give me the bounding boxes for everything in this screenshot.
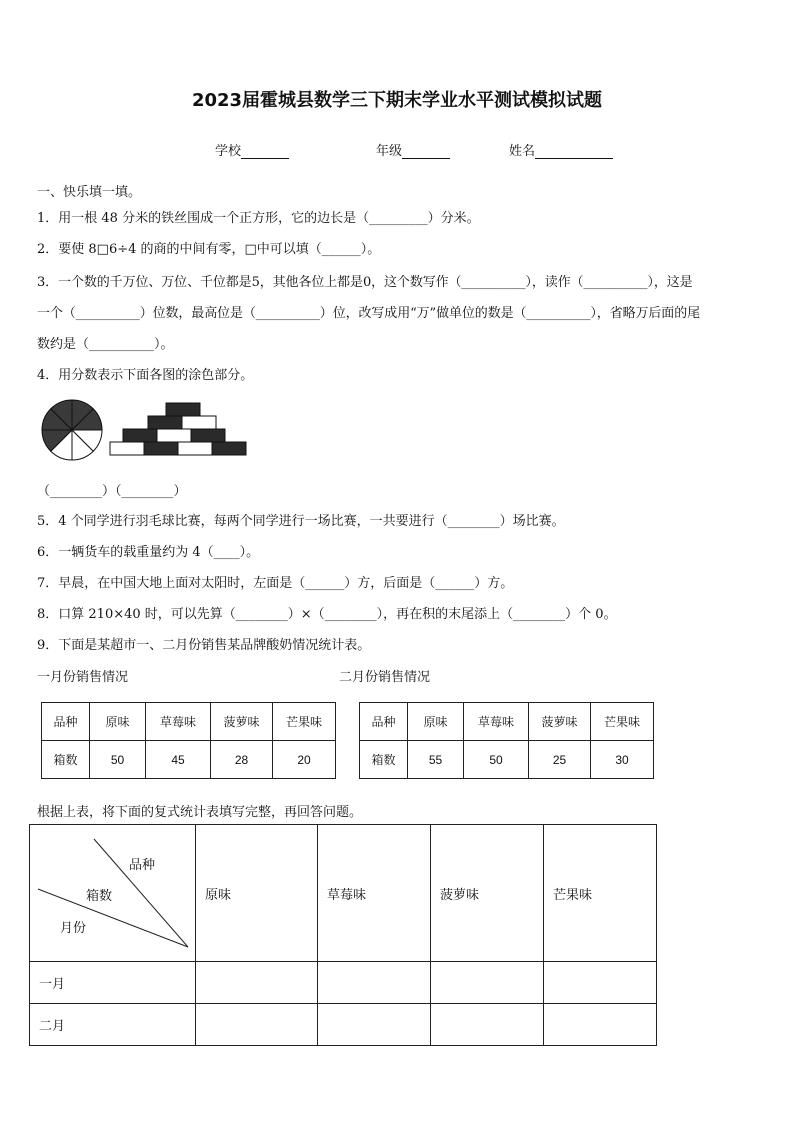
table-cell: 55 xyxy=(408,741,464,779)
question-2: 2．要使 8□6÷4 的商的中间有零，□中可以填（______）。 xyxy=(37,242,381,257)
question-1: 1．用一根 48 分米的铁丝围成一个正方形，它的边长是（_________）分米。 xyxy=(37,211,480,226)
grade-field[interactable] xyxy=(376,140,450,159)
diag-label-variety: 品种 xyxy=(129,857,156,872)
school-label: 学校 xyxy=(215,144,242,159)
answer-cell[interactable] xyxy=(318,962,431,1004)
table-row xyxy=(42,741,336,779)
instruction: 根据上表，将下面的复式统计表填写完整，再回答问题。 xyxy=(37,805,363,820)
shaded-bricks-figure xyxy=(108,402,248,458)
table-cell: 28 xyxy=(211,741,273,779)
question-4-answers[interactable]: （________）（________） xyxy=(37,484,187,499)
table-row xyxy=(360,703,654,741)
table-cell: 箱数 xyxy=(360,741,408,779)
table-cell: 芒果味 xyxy=(273,703,336,741)
table-cell: 草莓味 xyxy=(146,703,211,741)
question-5: 5．4 个同学进行羽毛球比赛，每两个同学进行一场比赛，一共要进行（________）场比赛。 xyxy=(37,514,565,529)
table-cell: 品种 xyxy=(360,703,408,741)
shaded-circle-figure xyxy=(40,398,104,462)
table-cell: 箱数 xyxy=(42,741,90,779)
table-cell: 草莓味 xyxy=(464,703,529,741)
table-cell: 菠萝味 xyxy=(529,703,591,741)
table-cell: 原味 xyxy=(90,703,146,741)
table-cell: 菠萝味 xyxy=(211,703,273,741)
answer-cell[interactable] xyxy=(431,1004,544,1046)
answer-cell[interactable] xyxy=(544,962,657,1004)
january-caption: 一月份销售情况 xyxy=(37,670,129,685)
table-cell: 25 xyxy=(529,741,591,779)
table-cell: 原味 xyxy=(408,703,464,741)
question-7: 7．早晨，在中国大地上面对太阳时，左面是（______）方，后面是（______）方。 xyxy=(37,576,514,591)
question-3-line-3: 数约是（__________）。 xyxy=(37,337,174,352)
grade-label: 年级 xyxy=(376,144,403,159)
question-4: 4．用分数表示下面各图的涂色部分。 xyxy=(37,368,254,383)
question-9: 9．下面是某超市一、二月份销售某品牌酸奶情况统计表。 xyxy=(37,638,371,653)
table-row xyxy=(42,703,336,741)
january-table xyxy=(41,702,336,779)
question-6: 6．一辆货车的载重量约为 4（____）。 xyxy=(37,545,260,560)
question-3-line-2: 一个（__________）位数，最高位是（__________）位，改写成用“万”做单位的数是（__________），省略万后面的尾 xyxy=(37,306,700,321)
table-row xyxy=(30,1004,657,1046)
table-row xyxy=(30,825,657,962)
name-field[interactable] xyxy=(509,140,613,159)
table-cell: 50 xyxy=(90,741,146,779)
question-8: 8．口算 210×40 时，可以先算（________）×（________），再在积的末尾添上（________）个 0。 xyxy=(37,607,617,622)
table-cell: 20 xyxy=(273,741,336,779)
answer-cell[interactable] xyxy=(544,1004,657,1046)
answer-cell[interactable] xyxy=(196,962,318,1004)
school-field[interactable] xyxy=(215,140,289,159)
table-cell: 30 xyxy=(591,741,654,779)
table-cell: 50 xyxy=(464,741,529,779)
table-cell: 芒果味 xyxy=(591,703,654,741)
name-label: 姓名 xyxy=(509,144,536,159)
compound-table xyxy=(29,824,657,1046)
table-cell: 菠萝味 xyxy=(431,825,544,962)
table-cell: 原味 xyxy=(196,825,318,962)
answer-cell[interactable] xyxy=(431,962,544,1004)
answer-cell[interactable] xyxy=(318,1004,431,1046)
page-title: 2023届霍城县数学三下期末学业水平测试模拟试题 xyxy=(191,90,603,111)
answer-cell[interactable] xyxy=(196,1004,318,1046)
table-cell: 45 xyxy=(146,741,211,779)
diagonal-header-cell xyxy=(30,825,196,962)
february-caption: 二月份销售情况 xyxy=(339,670,431,685)
february-table xyxy=(359,702,654,779)
row-label-jan: 一月 xyxy=(30,962,196,1004)
table-cell: 品种 xyxy=(42,703,90,741)
table-cell: 芒果味 xyxy=(544,825,657,962)
diag-label-month: 月份 xyxy=(60,920,87,935)
question-3-line-1: 3．一个数的千万位、万位、千位都是5，其他各位上都是0，这个数写作（__________），读作（__________），这是 xyxy=(37,275,693,290)
diagonal-lines xyxy=(30,825,195,961)
table-cell: 草莓味 xyxy=(318,825,431,962)
table-row xyxy=(30,962,657,1004)
table-row xyxy=(360,741,654,779)
row-label-feb: 二月 xyxy=(30,1004,196,1046)
section-heading: 一、快乐填一填。 xyxy=(37,185,142,200)
diag-label-boxes: 箱数 xyxy=(86,888,113,903)
